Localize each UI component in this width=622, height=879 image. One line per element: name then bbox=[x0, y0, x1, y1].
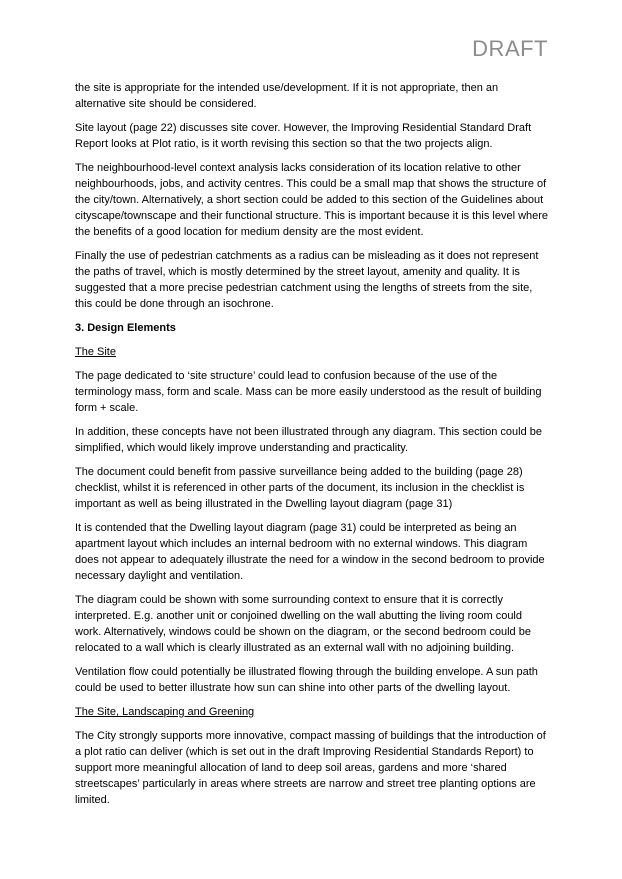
paragraph-ventilation-flow: Ventilation flow could potentially be illustrated flowing through the building envelope. A sun path could be used to better illustrate how sun can shine into other parts of the dwelling layout. bbox=[75, 666, 538, 694]
paragraph-diagram-concepts: In addition, these concepts have not been illustrated through any diagram. This section could be simplified, which would likely improve understanding and practicality. bbox=[75, 426, 542, 454]
section-heading-design-elements: 3. Design Elements bbox=[75, 322, 176, 334]
subheading-the-site: The Site bbox=[75, 346, 116, 358]
paragraph-dwelling-layout: It is contended that the Dwelling layout diagram (page 31) could be interpreted as being an apartment layout which includes an internal bedroom with no external windows. This diagram does not appear to adequately illustrate the need for a window in the second bedroom to provide necessary daylight and ventilation. bbox=[75, 522, 545, 582]
paragraph-compact-massing: The City strongly supports more innovative, compact massing of buildings that the introduction of a plot ratio can deliver (which is set out in the draft Improving Residential Standards Report) to support more meaningful allocation of land to deep soil areas, gardens and more ‘shared streetscapes’ particularly in areas where streets are narrow and street tree planting options are limited. bbox=[75, 730, 546, 806]
paragraph-neighbourhood-context: The neighbourhood-level context analysis lacks consideration of its location relative to other neighbourhoods, jobs, and activity centres. This could be a small map that shows the structure of the city/town. Alternatively, a short section could be added to this section of the Guidelines about cityscape/townscape and their functional structure. This is important because it is this level where the benefits of a good location for medium density are the most evident. bbox=[75, 162, 549, 238]
paragraph-site-structure: The page dedicated to ‘site structure’ could lead to confusion because of the use of the terminology mass, form and scale. Mass can be more easily understood as the result of building form + scale. bbox=[75, 370, 542, 414]
paragraph-site-appropriateness: the site is appropriate for the intended use/development. If it is not appropriate, then an alternative site should be considered. bbox=[75, 82, 499, 110]
document-body bbox=[75, 80, 549, 816]
paragraph-passive-surveillance: The document could benefit from passive surveillance being added to the building (page 28) checklist, whilst it is referenced in other parts of the document, its inclusion in the checklist is important as well as being illustrated in the Dwelling layout diagram (page 31) bbox=[75, 466, 525, 510]
subheading-landscaping-greening: The Site, Landscaping and Greening bbox=[75, 706, 255, 718]
paragraph-site-layout: Site layout (page 22) discusses site cover. However, the Improving Residential Standard Draft Report looks at Plot ratio, is it worth revising this section so that the two projects align. bbox=[75, 122, 532, 150]
paragraph-pedestrian-catchments: Finally the use of pedestrian catchments as a radius can be misleading as it does not represent the paths of travel, which is mostly determined by the street layout, amenity and quality. It is suggested that a more precise pedestrian catchment using the lengths of streets from the site, this could be done through an isochrone. bbox=[75, 250, 539, 310]
draft-watermark: DRAFT bbox=[472, 36, 548, 61]
paragraph-surrounding-context: The diagram could be shown with some surrounding context to ensure that it is correctly interpreted. E.g. another unit or conjoined dwelling on the wall abutting the living room could work. Alternatively, windows could be shown on the diagram, or the second bedroom could be relocated to a wall which is clearly illustrated as an external wall with no adjoining building. bbox=[75, 594, 531, 654]
